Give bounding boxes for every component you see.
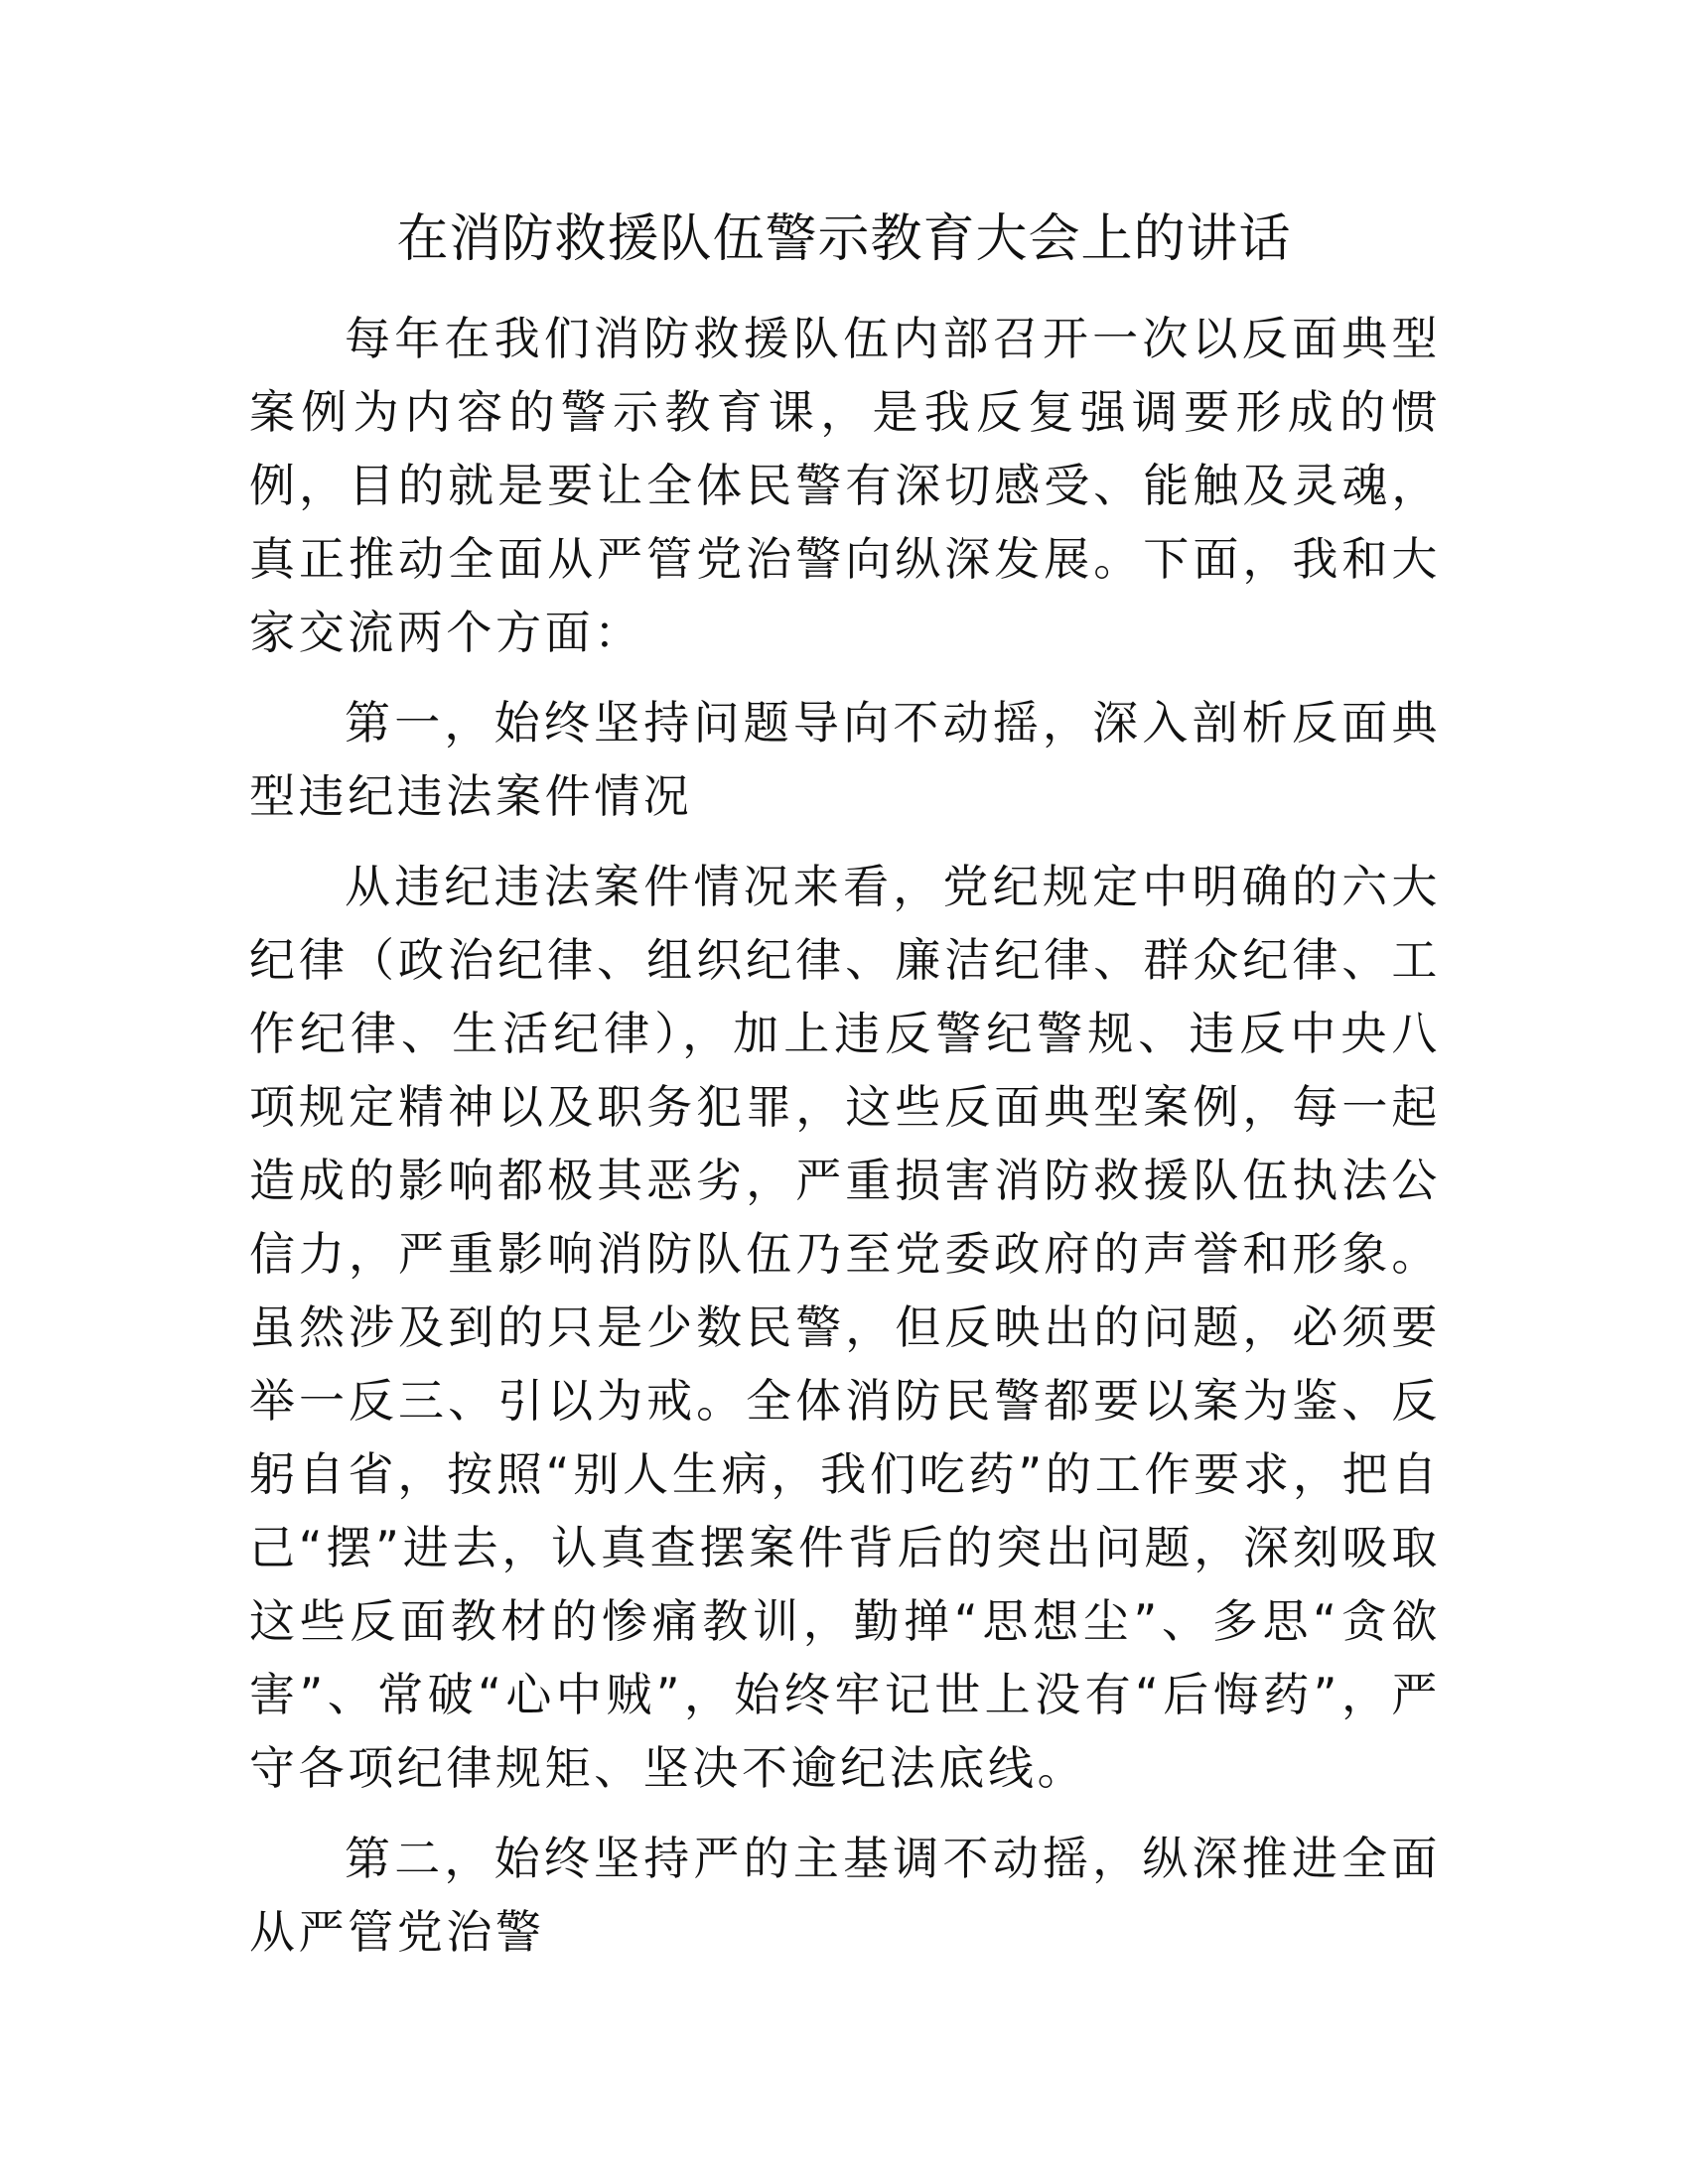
paragraph-heading-second: 第二，始终坚持严的主基调不动摇，纵深推进全面从严管党治警 bbox=[249, 1832, 1441, 1959]
document-body bbox=[249, 302, 1441, 1985]
document-title: 在消防救援队伍警示教育大会上的讲话 bbox=[396, 209, 1292, 269]
paragraph-heading-first: 第一，始终坚持问题导向不动摇，深入剖析反面典型违纪违法案件情况 bbox=[249, 696, 1441, 823]
paragraph-intro: 每年在我们消防救援队伍内部召开一次以反面典型案例为内容的警示教育课，是我反复强调要形成的惯例，目的就是要让全体民警有深切感受、能触及灵魂，真正推动全面从严管党治警向纵深发展。下面，我和大家交流两个方面： bbox=[249, 312, 1441, 659]
paragraph-case-analysis: 从违纪违法案件情况来看，党纪规定中明确的六大纪律（政治纪律、组织纪律、廉洁纪律、群众纪律、工作纪律、生活纪律），加上违反警纪警规、违反中央八项规定精神以及职务犯罪，这些反面典型案例，每一起造成的影响都极其恶劣，严重损害消防救援队伍执法公信力，严重影响消防队伍乃至党委政府的声誉和形象。虽然涉及到的只是少数民警，但反映出的问题，必须要举一反三、引以为戒。全体消防民警都要以案为鉴、反躬自省，按照“别人生病，我们吃药”的工作要求，把自己“摆”进去，认真查摆案件背后的突出问题，深刻吸取这些反面教材的惨痛教训，勤掸“思想尘”、多思“贪欲害”、常破“心中贼”，始终牢记世上没有“后悔药”，严守各项纪律规矩、坚决不逾纪法底线。 bbox=[249, 860, 1441, 1795]
